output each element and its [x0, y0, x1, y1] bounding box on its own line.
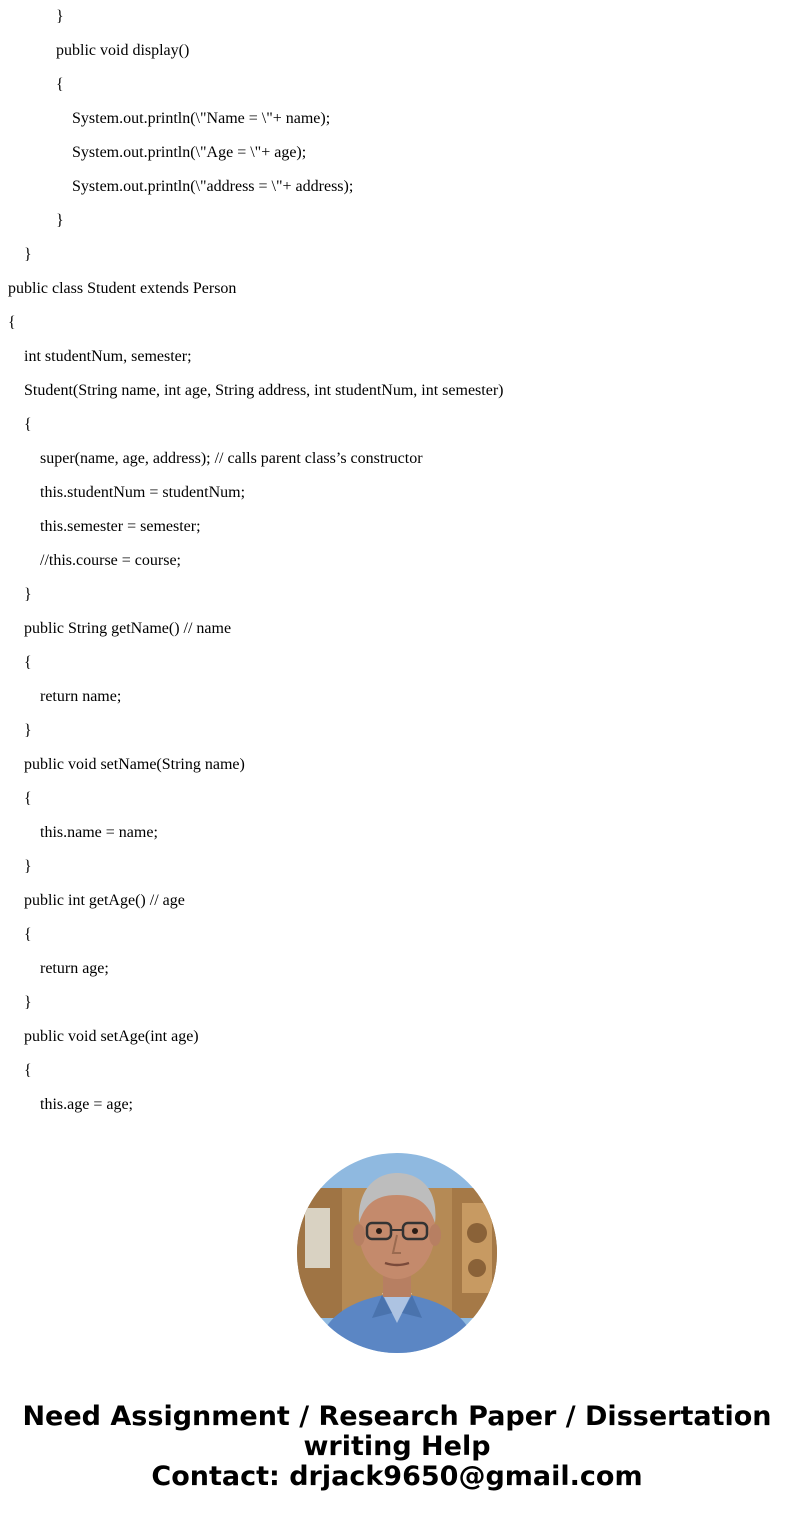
code-line: return name; [40, 688, 122, 705]
code-line: public void setAge(int age) [24, 1028, 199, 1045]
cta-headline: Need Assignment / Research Paper / Dissertation [22, 1401, 772, 1432]
code-line: super(name, age, address); // calls parent class’s constructor [40, 450, 423, 467]
author-avatar [297, 1153, 497, 1353]
code-line: } [24, 246, 32, 263]
code-line: } [24, 994, 32, 1011]
code-line: public int getAge() // age [24, 892, 185, 909]
code-line: this.semester = semester; [40, 518, 201, 535]
cta-subheadline: writing Help [303, 1431, 491, 1462]
author-portrait-icon [297, 1153, 497, 1353]
code-line: } [56, 8, 64, 25]
code-line: { [24, 1062, 32, 1079]
code-line: { [8, 314, 16, 331]
contact-banner [0, 1402, 794, 1492]
code-line: System.out.println(\"Age = \"+ age); [72, 144, 307, 161]
code-line: this.studentNum = studentNum; [40, 484, 246, 501]
code-line: { [24, 416, 32, 433]
code-line: } [24, 722, 32, 739]
code-line: return age; [40, 960, 109, 977]
code-line: //this.course = course; [40, 552, 181, 569]
code-line: Student(String name, int age, String address, int studentNum, int semester) [24, 382, 504, 399]
code-line: public void display() [56, 42, 190, 59]
contact-email: Contact: drjack9650@gmail.com [151, 1461, 643, 1492]
code-line: int studentNum, semester; [24, 348, 192, 365]
code-line: } [56, 212, 64, 229]
code-line: { [56, 76, 64, 93]
code-line: { [24, 790, 32, 807]
code-line: this.age = age; [40, 1096, 133, 1113]
code-line: { [24, 926, 32, 943]
code-line: } [24, 586, 32, 603]
code-line: System.out.println(\"address = \"+ address); [72, 178, 354, 195]
code-line: this.name = name; [40, 824, 158, 841]
code-line: public void setName(String name) [24, 756, 245, 773]
code-line: public class Student extends Person [8, 280, 237, 297]
code-line: public String getName() // name [24, 620, 232, 637]
code-line: } [24, 858, 32, 875]
code-line: System.out.println(\"Name = \"+ name); [72, 110, 331, 127]
code-line: { [24, 654, 32, 671]
